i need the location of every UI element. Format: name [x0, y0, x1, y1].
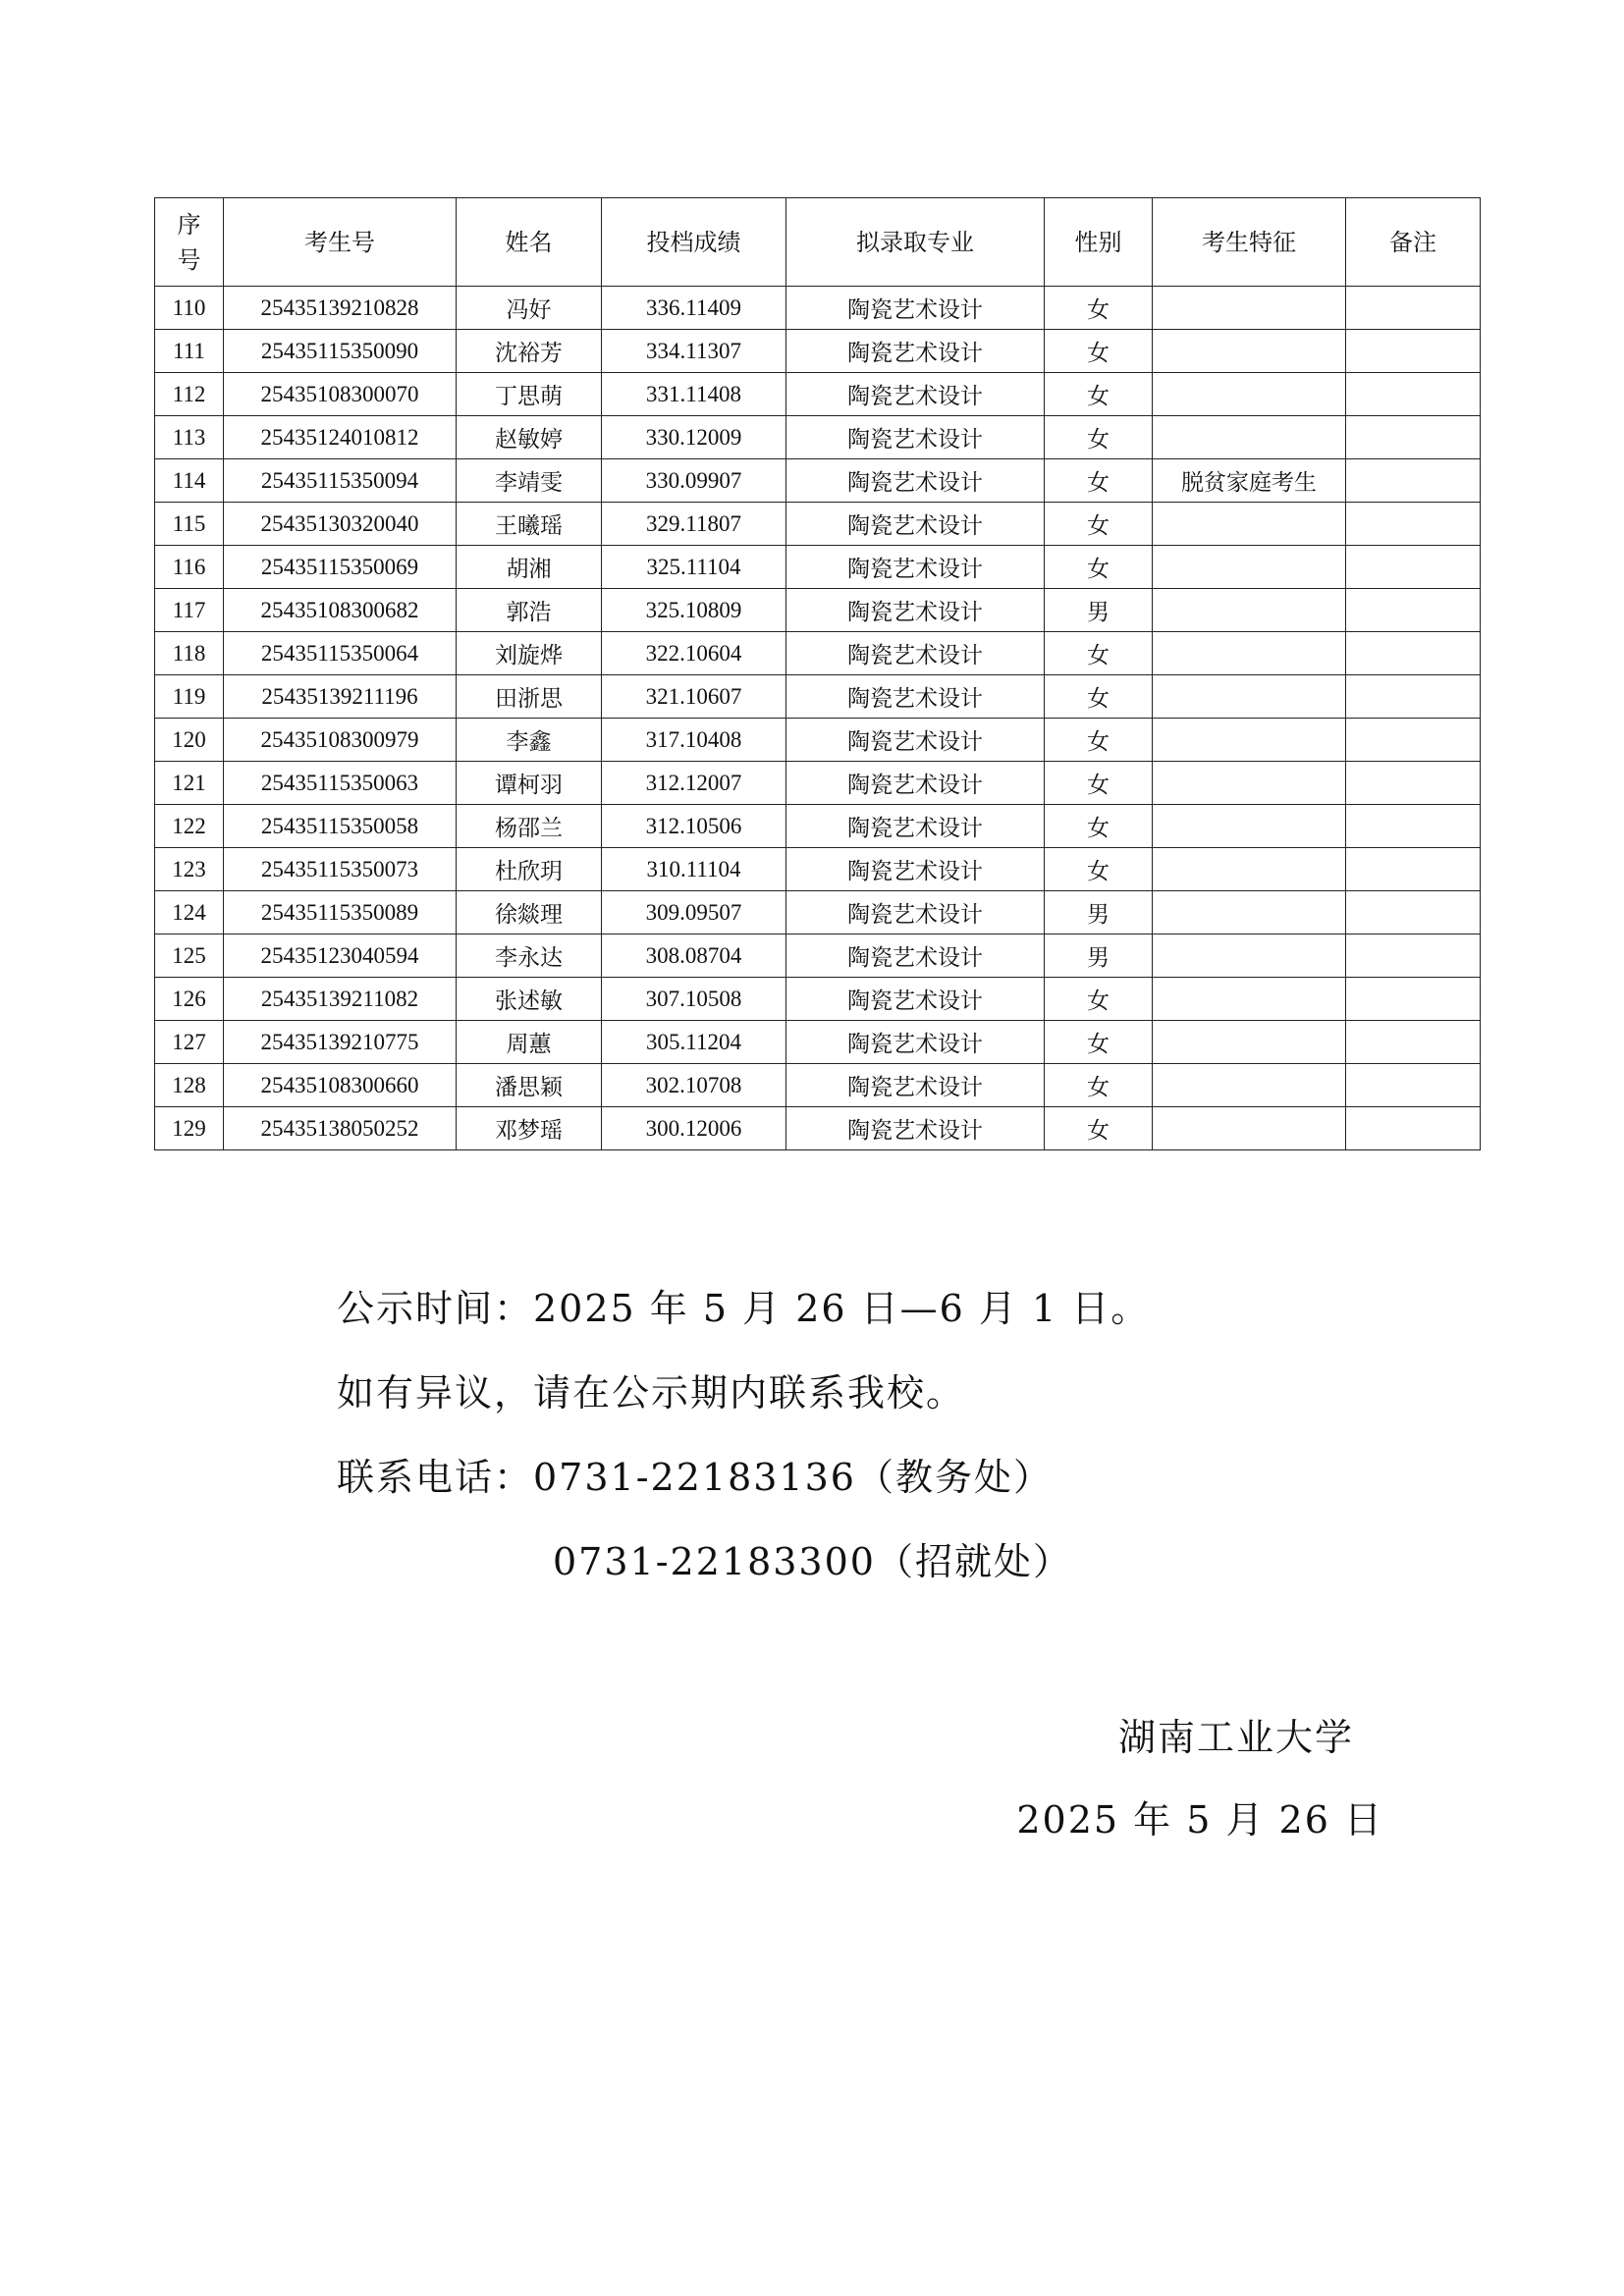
table-row — [155, 848, 1481, 891]
column-header: 姓名 — [457, 198, 602, 287]
table-cell: 302.10708 — [602, 1064, 786, 1107]
table-cell: 25435139210828 — [224, 287, 457, 330]
table-cell: 陶瓷艺术设计 — [786, 891, 1045, 934]
table-cell — [1346, 632, 1481, 675]
table-cell: 330.09907 — [602, 459, 786, 503]
table-cell: 305.11204 — [602, 1021, 786, 1064]
table-cell — [1153, 675, 1346, 719]
table-row — [155, 1064, 1481, 1107]
table-cell: 128 — [155, 1064, 224, 1107]
table-cell: 114 — [155, 459, 224, 503]
signature-organization: 湖南工业大学 — [1117, 1716, 1354, 1759]
table-cell: 330.12009 — [602, 416, 786, 459]
column-header: 性别 — [1045, 198, 1153, 287]
table-row — [155, 503, 1481, 546]
table-cell: 25435115350069 — [224, 546, 457, 589]
table-cell: 334.11307 — [602, 330, 786, 373]
table-cell: 胡湘 — [457, 546, 602, 589]
column-header: 考生号 — [224, 198, 457, 287]
table-cell: 女 — [1045, 287, 1153, 330]
table-cell: 25435115350064 — [224, 632, 457, 675]
table-header-row — [155, 198, 1481, 287]
table-cell — [1346, 978, 1481, 1021]
table-cell — [1346, 503, 1481, 546]
table-cell — [1346, 416, 1481, 459]
table-cell: 女 — [1045, 546, 1153, 589]
table-cell: 徐燚理 — [457, 891, 602, 934]
table-cell: 女 — [1045, 719, 1153, 762]
table-row — [155, 1107, 1481, 1150]
table-cell — [1346, 589, 1481, 632]
table-cell: 陶瓷艺术设计 — [786, 805, 1045, 848]
table-cell: 陶瓷艺术设计 — [786, 934, 1045, 978]
table-cell: 25435115350094 — [224, 459, 457, 503]
table-cell: 女 — [1045, 848, 1153, 891]
table-cell: 陶瓷艺术设计 — [786, 589, 1045, 632]
table-cell — [1346, 373, 1481, 416]
table-cell: 310.11104 — [602, 848, 786, 891]
notice-phone-2: 0731-22183300（招就处） — [553, 1540, 1072, 1583]
table-cell: 陶瓷艺术设计 — [786, 373, 1045, 416]
table-cell: 111 — [155, 330, 224, 373]
notice-period: 公示时间：2025 年 5 月 26 日—6 月 1 日。 — [337, 1287, 1151, 1330]
table-cell: 张述敏 — [457, 978, 602, 1021]
table-cell: 120 — [155, 719, 224, 762]
table-cell: 陶瓷艺术设计 — [786, 503, 1045, 546]
table-cell: 110 — [155, 287, 224, 330]
table-cell: 陶瓷艺术设计 — [786, 632, 1045, 675]
table-cell: 309.09507 — [602, 891, 786, 934]
table-cell: 25435108300682 — [224, 589, 457, 632]
table-cell: 25435108300979 — [224, 719, 457, 762]
table-cell — [1153, 1021, 1346, 1064]
signature-date: 2025 年 5 月 26 日 — [1016, 1798, 1383, 1842]
table-cell: 25435108300070 — [224, 373, 457, 416]
table-cell: 112 — [155, 373, 224, 416]
table-cell: 男 — [1045, 934, 1153, 978]
table-row — [155, 546, 1481, 589]
table-cell: 308.08704 — [602, 934, 786, 978]
table-cell: 121 — [155, 762, 224, 805]
table-cell: 李靖雯 — [457, 459, 602, 503]
column-header: 备注 — [1346, 198, 1481, 287]
table-cell: 115 — [155, 503, 224, 546]
table-body — [155, 287, 1481, 1150]
notice-objection: 如有异议，请在公示期内联系我校。 — [337, 1371, 966, 1415]
table-cell: 127 — [155, 1021, 224, 1064]
table-cell: 女 — [1045, 978, 1153, 1021]
table-cell: 陶瓷艺术设计 — [786, 675, 1045, 719]
column-header: 序号 — [155, 198, 224, 287]
table-cell: 117 — [155, 589, 224, 632]
table-cell: 女 — [1045, 762, 1153, 805]
table-cell — [1153, 632, 1346, 675]
table-cell — [1153, 589, 1346, 632]
table-cell: 刘旋烨 — [457, 632, 602, 675]
table-cell: 123 — [155, 848, 224, 891]
table-cell: 126 — [155, 978, 224, 1021]
table-cell: 陶瓷艺术设计 — [786, 1021, 1045, 1064]
table-cell: 邓梦瑶 — [457, 1107, 602, 1150]
table-cell: 113 — [155, 416, 224, 459]
table-cell: 陶瓷艺术设计 — [786, 762, 1045, 805]
table-cell: 25435115350063 — [224, 762, 457, 805]
table-cell: 陶瓷艺术设计 — [786, 459, 1045, 503]
table-cell: 325.10809 — [602, 589, 786, 632]
table-cell — [1153, 416, 1346, 459]
table-cell: 陶瓷艺术设计 — [786, 330, 1045, 373]
table-cell: 317.10408 — [602, 719, 786, 762]
table-cell — [1153, 891, 1346, 934]
table-row — [155, 632, 1481, 675]
table-cell — [1153, 1107, 1346, 1150]
table-cell — [1346, 848, 1481, 891]
table-cell: 322.10604 — [602, 632, 786, 675]
table-cell: 25435139210775 — [224, 1021, 457, 1064]
table-cell: 女 — [1045, 1021, 1153, 1064]
table-cell: 陶瓷艺术设计 — [786, 416, 1045, 459]
table-cell: 336.11409 — [602, 287, 786, 330]
table-cell: 25435124010812 — [224, 416, 457, 459]
table-cell — [1153, 934, 1346, 978]
table-cell — [1153, 330, 1346, 373]
table-row — [155, 287, 1481, 330]
table-cell: 王曦瑶 — [457, 503, 602, 546]
table-row — [155, 978, 1481, 1021]
table-cell: 杜欣玥 — [457, 848, 602, 891]
table-row — [155, 459, 1481, 503]
table-cell: 脱贫家庭考生 — [1153, 459, 1346, 503]
table-cell: 女 — [1045, 459, 1153, 503]
table-cell — [1153, 719, 1346, 762]
table-cell: 田浙思 — [457, 675, 602, 719]
table-cell: 陶瓷艺术设计 — [786, 546, 1045, 589]
notice-phone-1: 联系电话：0731-22183136（教务处） — [337, 1456, 1053, 1499]
table-cell: 124 — [155, 891, 224, 934]
table-cell: 潘思颖 — [457, 1064, 602, 1107]
table-row — [155, 1021, 1481, 1064]
table-cell: 陶瓷艺术设计 — [786, 719, 1045, 762]
table-cell — [1346, 762, 1481, 805]
table-cell: 女 — [1045, 675, 1153, 719]
table-cell — [1153, 762, 1346, 805]
table-cell: 周蕙 — [457, 1021, 602, 1064]
table-cell — [1346, 546, 1481, 589]
table-cell: 325.11104 — [602, 546, 786, 589]
table-cell — [1153, 978, 1346, 1021]
table-cell: 312.12007 — [602, 762, 786, 805]
table-cell: 陶瓷艺术设计 — [786, 848, 1045, 891]
table-cell: 25435115350058 — [224, 805, 457, 848]
table-cell — [1153, 287, 1346, 330]
table-cell: 女 — [1045, 373, 1153, 416]
table-cell: 125 — [155, 934, 224, 978]
table-cell: 李鑫 — [457, 719, 602, 762]
table-cell: 陶瓷艺术设计 — [786, 1107, 1045, 1150]
table-cell — [1346, 459, 1481, 503]
table-cell: 307.10508 — [602, 978, 786, 1021]
table-cell — [1346, 1021, 1481, 1064]
table-cell — [1346, 719, 1481, 762]
table-cell: 25435139211196 — [224, 675, 457, 719]
table-cell — [1346, 675, 1481, 719]
table-cell: 女 — [1045, 1107, 1153, 1150]
table-cell — [1346, 805, 1481, 848]
table-row — [155, 373, 1481, 416]
table-cell: 女 — [1045, 1064, 1153, 1107]
table-cell — [1153, 848, 1346, 891]
table-cell: 男 — [1045, 589, 1153, 632]
column-header: 投档成绩 — [602, 198, 786, 287]
table-cell — [1346, 1064, 1481, 1107]
table-cell: 116 — [155, 546, 224, 589]
table-cell: 122 — [155, 805, 224, 848]
table-cell — [1153, 373, 1346, 416]
table-cell: 321.10607 — [602, 675, 786, 719]
table-row — [155, 762, 1481, 805]
table-cell: 25435130320040 — [224, 503, 457, 546]
table-cell: 杨邵兰 — [457, 805, 602, 848]
table-cell: 郭浩 — [457, 589, 602, 632]
table-row — [155, 330, 1481, 373]
table-cell: 119 — [155, 675, 224, 719]
notice-block — [337, 1266, 1150, 1604]
table-cell: 331.11408 — [602, 373, 786, 416]
table-cell: 312.10506 — [602, 805, 786, 848]
table-cell: 25435115350073 — [224, 848, 457, 891]
table-cell: 男 — [1045, 891, 1153, 934]
table-cell: 25435115350090 — [224, 330, 457, 373]
table-cell: 女 — [1045, 330, 1153, 373]
admission-table — [154, 197, 1481, 1150]
table-row — [155, 416, 1481, 459]
table-cell: 李永达 — [457, 934, 602, 978]
table-cell: 冯好 — [457, 287, 602, 330]
table-cell: 25435139211082 — [224, 978, 457, 1021]
table-cell: 25435108300660 — [224, 1064, 457, 1107]
table-cell: 女 — [1045, 416, 1153, 459]
table-cell: 赵敏婷 — [457, 416, 602, 459]
table-cell: 300.12006 — [602, 1107, 786, 1150]
table-cell: 谭柯羽 — [457, 762, 602, 805]
table-cell: 陶瓷艺术设计 — [786, 287, 1045, 330]
table-cell: 沈裕芳 — [457, 330, 602, 373]
column-header: 拟录取专业 — [786, 198, 1045, 287]
table-cell — [1346, 891, 1481, 934]
table-cell — [1153, 546, 1346, 589]
table-cell: 25435123040594 — [224, 934, 457, 978]
table-cell: 女 — [1045, 503, 1153, 546]
table-cell — [1346, 330, 1481, 373]
table-cell — [1346, 934, 1481, 978]
table-cell: 女 — [1045, 805, 1153, 848]
table-cell: 陶瓷艺术设计 — [786, 978, 1045, 1021]
table-row — [155, 934, 1481, 978]
table-cell — [1153, 805, 1346, 848]
table-cell: 329.11807 — [602, 503, 786, 546]
table-row — [155, 891, 1481, 934]
table-cell: 118 — [155, 632, 224, 675]
signature-block — [1016, 1696, 1383, 1861]
table-row — [155, 805, 1481, 848]
table-cell: 129 — [155, 1107, 224, 1150]
table-cell: 陶瓷艺术设计 — [786, 1064, 1045, 1107]
table-cell: 丁思萌 — [457, 373, 602, 416]
table-row — [155, 589, 1481, 632]
table-cell — [1153, 1064, 1346, 1107]
table-cell: 25435115350089 — [224, 891, 457, 934]
table-cell — [1346, 287, 1481, 330]
table-cell: 女 — [1045, 632, 1153, 675]
table-cell — [1346, 1107, 1481, 1150]
table-cell — [1153, 503, 1346, 546]
table-row — [155, 675, 1481, 719]
table-row — [155, 719, 1481, 762]
table-cell: 25435138050252 — [224, 1107, 457, 1150]
column-header: 考生特征 — [1153, 198, 1346, 287]
